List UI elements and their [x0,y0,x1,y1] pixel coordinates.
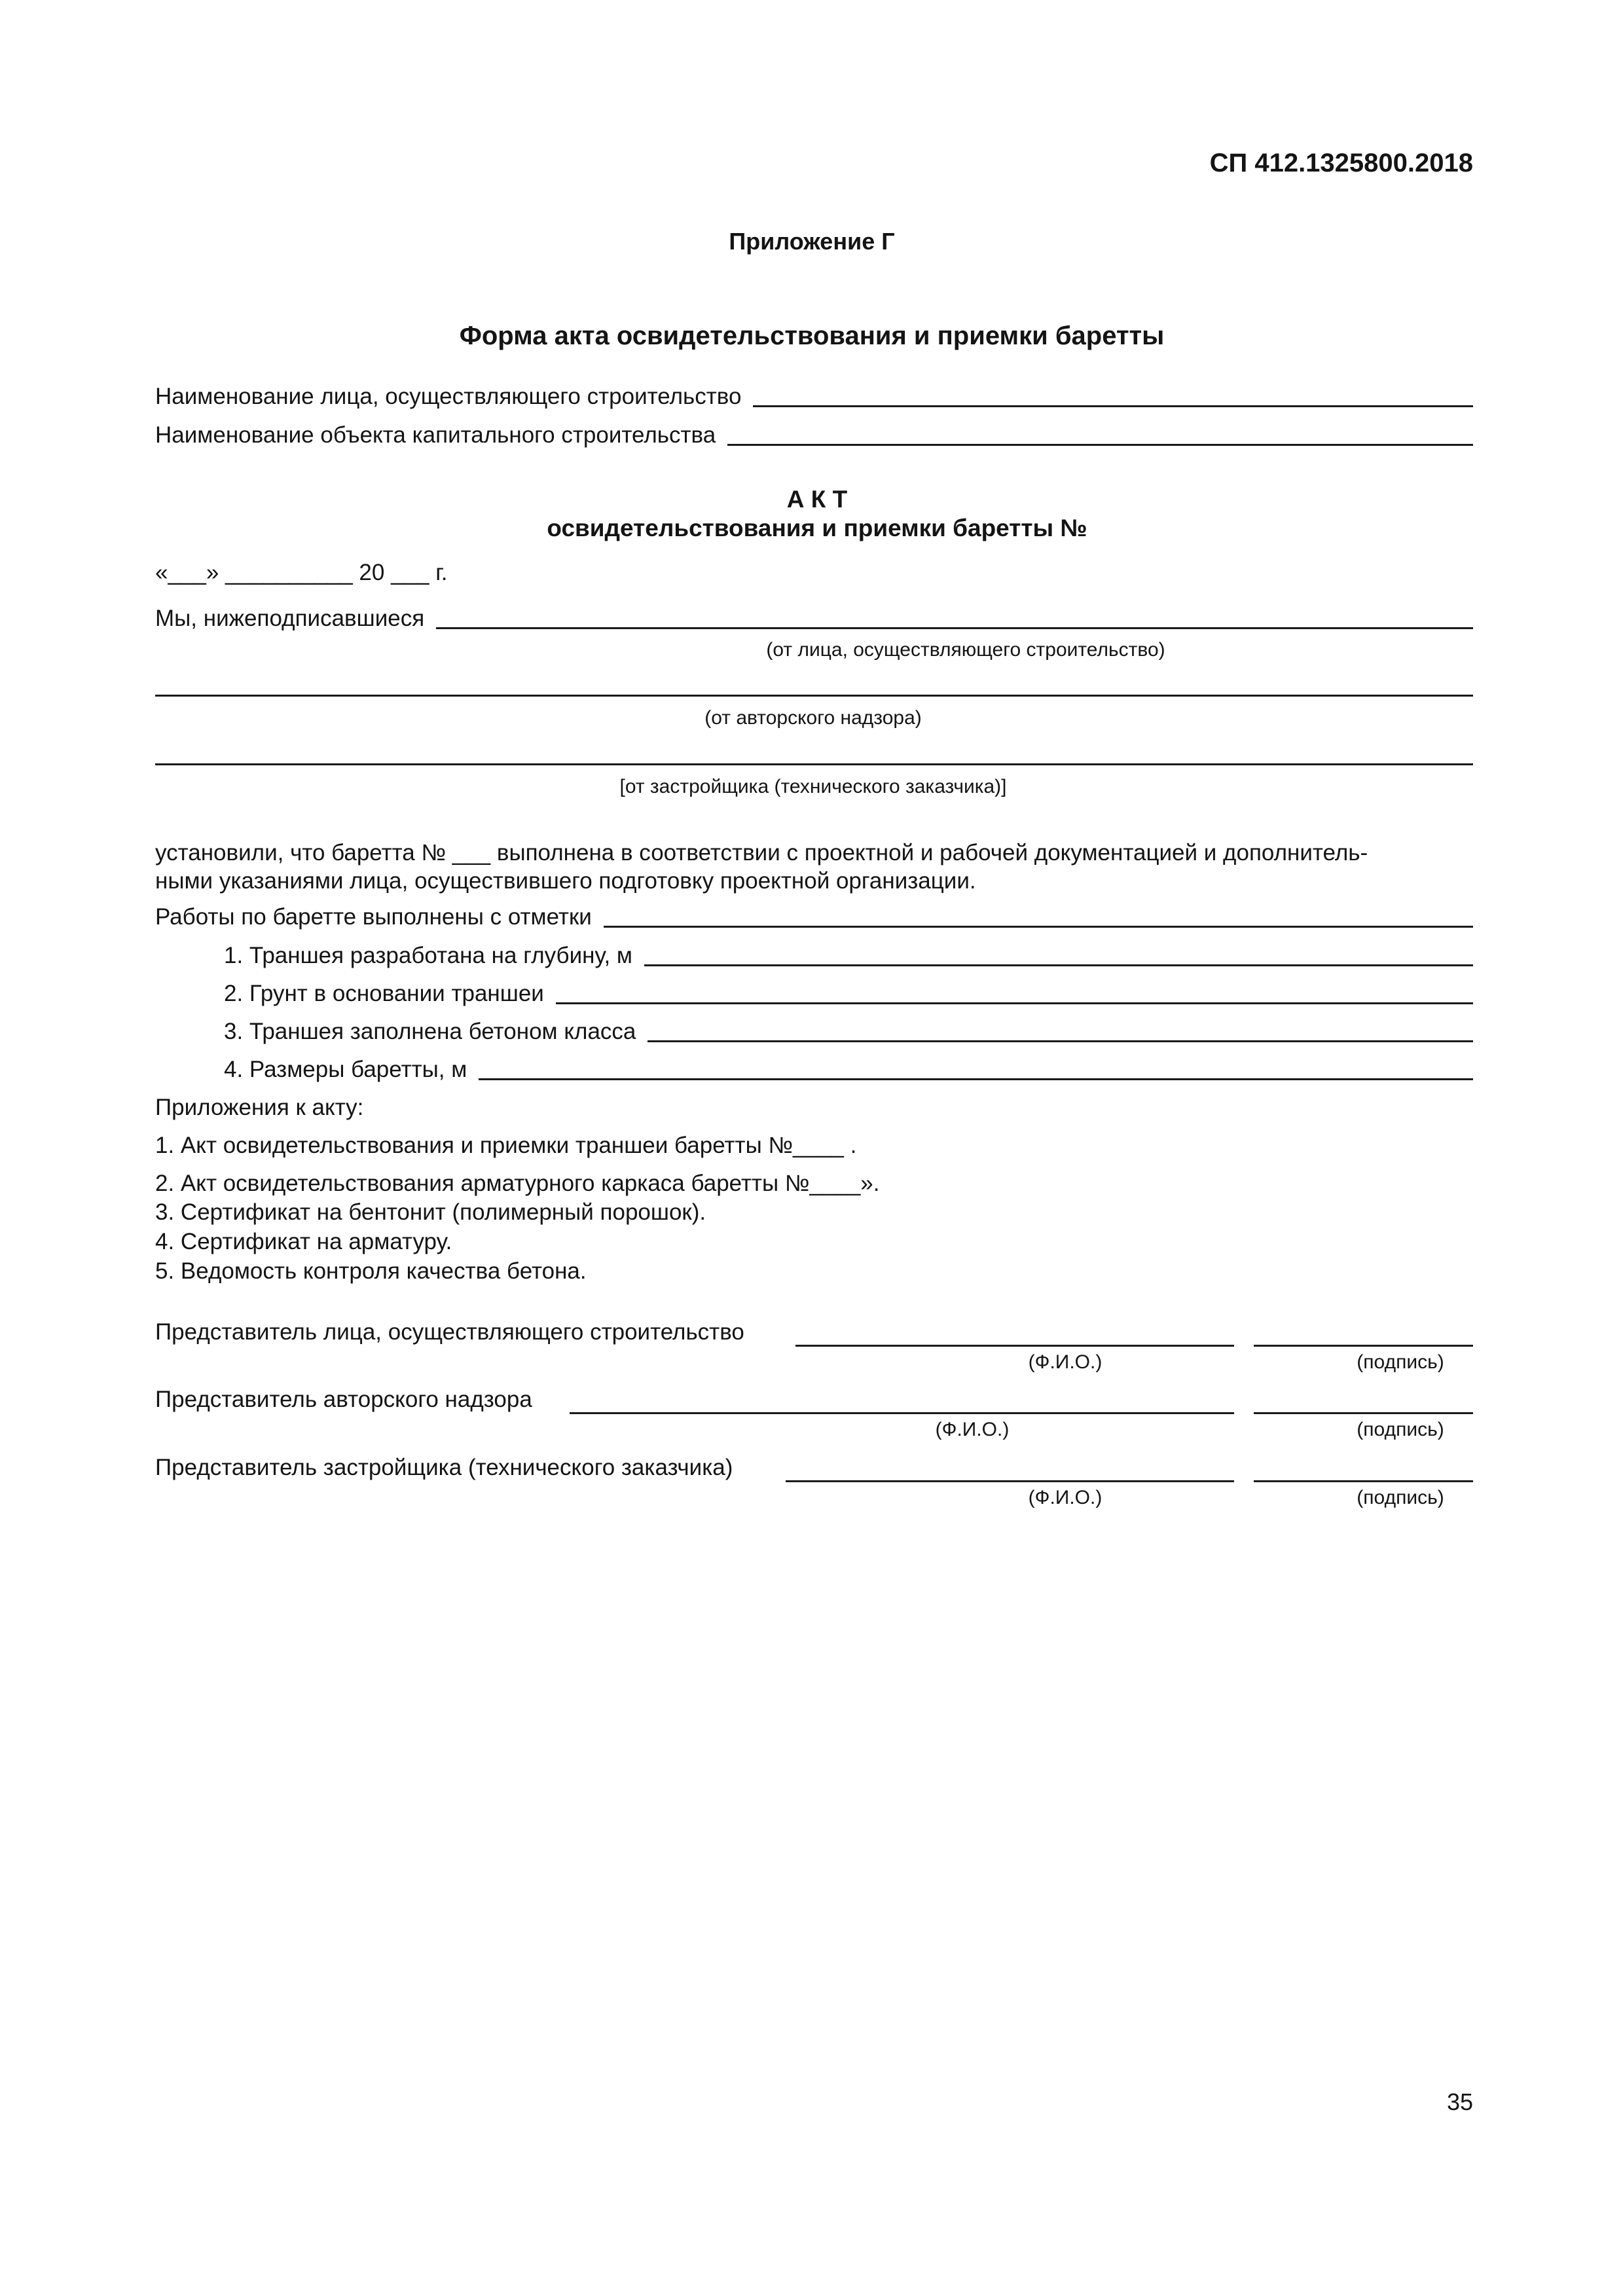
field-builder-line[interactable] [753,405,1473,407]
doc-code: СП 412.1325800.2018 [1209,149,1473,177]
item-2-label: 2. Грунт в основании траншеи [224,981,544,1006]
caption-developer: [от застройщика (технического заказчика)] [619,776,1007,797]
line-author-supervision[interactable] [155,695,1473,697]
signature-builder-sign-line[interactable] [1254,1345,1473,1347]
caption-builder: (от лица, осуществляющего строительство) [766,639,1165,661]
item-3-line[interactable] [647,1040,1473,1042]
field-builder-label: Наименование лица, осуществляющего строительство [155,384,742,409]
appendix-title: Приложение Г [729,228,895,255]
signature-builder-fio-line[interactable] [795,1345,1234,1347]
field-object-label: Наименование объекта капитального строительства [155,422,716,448]
field-object-line[interactable] [727,444,1473,446]
page-number: 35 [1446,2088,1473,2115]
signature-label-author: Представитель авторского надзора [155,1387,532,1412]
signature-author-fio-line[interactable] [570,1412,1234,1414]
signature-author-sign-caption: (подпись) [1357,1419,1444,1440]
field-builder [155,384,1473,410]
item-2-line[interactable] [556,1002,1473,1004]
item-4-label: 4. Размеры баретты, м [224,1057,467,1082]
attachment-5: 5. Ведомость контроля качества бетона. [155,1258,587,1284]
item-4-line[interactable] [479,1078,1473,1080]
signature-developer-fio-caption: (Ф.И.О.) [1028,1487,1103,1508]
signatories-label: Мы, нижеподписавшиеся [155,606,425,631]
signature-developer-fio-line[interactable] [786,1480,1234,1482]
signature-label-builder: Представитель лица, осуществляющего строительство [155,1319,744,1345]
line-developer[interactable] [155,763,1473,765]
caption-author-supervision: (от авторского надзора) [704,707,922,729]
field-item-4 [224,1057,1473,1083]
form-title: Форма акта освидетельствования и приемки баретты [459,321,1165,350]
para-line-1: установили, что баретта № ___ выполнена в соответствии с проектной и рабочей документацией и дополнитель- [155,840,1368,866]
item-1-line[interactable] [644,964,1473,966]
attachment-3: 3. Сертификат на бентонит (полимерный порошок). [155,1199,706,1225]
attachment-4: 4. Сертификат на арматуру. [155,1229,452,1254]
field-object [155,422,1473,448]
signature-label-developer: Представитель застройщика (технического заказчика) [155,1455,733,1480]
signature-developer-sign-caption: (подпись) [1357,1487,1444,1508]
act-subheading: освидетельствования и приемки баретты № [547,515,1087,541]
signature-developer-sign-line[interactable] [1254,1480,1473,1482]
signature-builder-fio-caption: (Ф.И.О.) [1028,1351,1103,1373]
signature-author-fio-caption: (Ф.И.О.) [935,1419,1010,1440]
works-label: Работы по баретте выполнены с отметки [155,904,592,930]
works-line[interactable] [604,926,1473,928]
signature-builder-sign-caption: (подпись) [1357,1351,1444,1373]
item-1-label: 1. Траншея разработана на глубину, м [224,943,632,968]
field-signatories [155,606,1473,632]
field-item-2 [224,981,1473,1007]
attachments-label: Приложения к акту: [155,1095,364,1120]
para-line-2: ными указаниями лица, осуществившего подготовку проектной организации. [155,868,976,894]
act-heading: А К Т [786,486,848,513]
attachment-1: 1. Акт освидетельствования и приемки траншеи баретты №____ . [155,1133,857,1158]
field-works [155,904,1473,930]
attachment-2: 2. Акт освидетельствования арматурного каркаса баретты №____». [155,1171,880,1196]
field-item-1 [224,943,1473,969]
date-line: «___» __________ 20 ___ г. [155,560,448,585]
field-item-3 [224,1019,1473,1045]
signature-author-sign-line[interactable] [1254,1412,1473,1414]
item-3-label: 3. Траншея заполнена бетоном класса [224,1019,636,1044]
signatories-line[interactable] [436,627,1473,629]
